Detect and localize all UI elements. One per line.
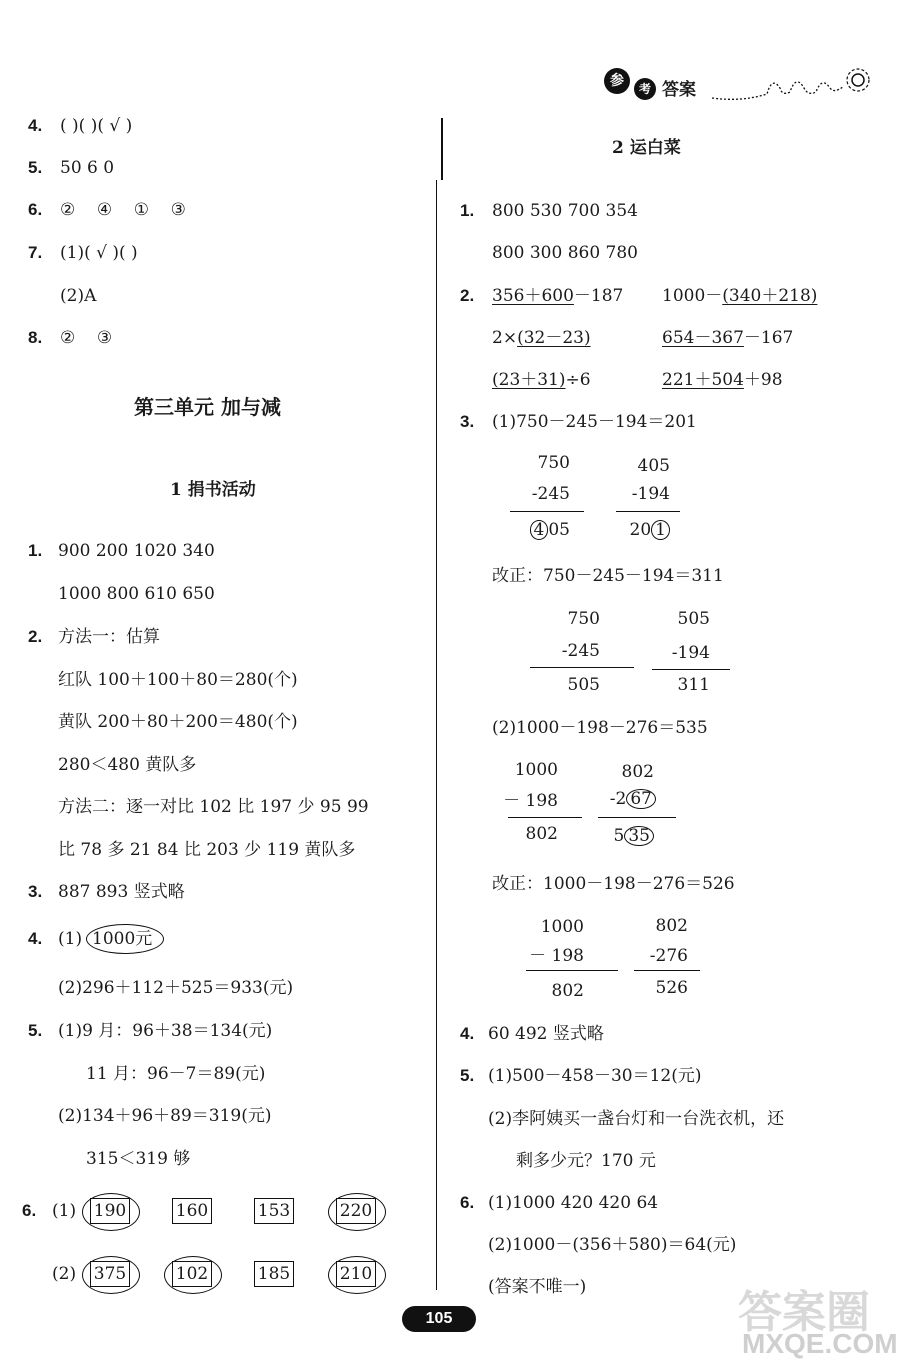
expr-rest: ＋98	[743, 370, 783, 390]
r6-line: (1)1000 420 420 64	[488, 1193, 659, 1213]
calc-result: 5 35	[596, 826, 654, 846]
expr-rest: －167	[743, 328, 794, 348]
l1-row2: 1000 800 610 650	[58, 584, 215, 604]
calc-result: 505	[567, 675, 600, 695]
error-circle: 67	[626, 789, 656, 809]
badge-kao: 考	[634, 78, 656, 100]
l1-number: 1.	[28, 541, 43, 560]
q6-item: ①	[133, 200, 149, 220]
l4-number: 4.	[28, 929, 43, 948]
l3-answer: 887 893 竖式略	[58, 882, 185, 902]
calc-top: 802	[621, 762, 654, 782]
l2-number: 2.	[28, 627, 43, 646]
q8-answer	[60, 328, 112, 348]
r1-row1: 800 530 700 354	[492, 201, 639, 221]
l2-line: 方法二：逐一对比 102 比 197 少 95 99	[58, 797, 369, 817]
calc-sub: -245	[561, 641, 600, 661]
l2-line: 黄队 200＋80＋200＝480(个)	[58, 712, 298, 732]
watermark-url: MXQE.COM	[742, 1328, 898, 1359]
calc-result: 802	[551, 981, 584, 1001]
answer-box: 210	[336, 1261, 376, 1287]
q7-answer-2: (2)A	[60, 286, 97, 306]
answer-box: 375	[90, 1261, 130, 1287]
r4-answer: 60 492 竖式略	[488, 1024, 604, 1044]
page-number: 105	[402, 1306, 476, 1332]
l3-number: 3.	[28, 882, 43, 901]
l6-prefix-2: (2)	[52, 1264, 77, 1284]
answer-box: 185	[254, 1261, 294, 1287]
calc-top: 750	[537, 453, 570, 473]
l4-prefix: (1)	[58, 929, 83, 949]
lesson-1-title: 1 捐书活动	[170, 480, 256, 500]
l2-line: 红队 100＋100＋80＝280(个)	[58, 670, 298, 690]
r5-line: (2)李阿姨买一盏台灯和一台洗衣机，还	[488, 1109, 785, 1129]
calc-result: 802	[525, 824, 558, 844]
r6-line: (答案不唯一)	[488, 1277, 587, 1297]
underlined-part: 221＋504	[662, 370, 744, 390]
calc-result: 4 05	[520, 520, 570, 540]
calc-top: 802	[655, 916, 688, 936]
underlined-part: (23＋31)	[492, 370, 566, 390]
underlined-part: (340＋218)	[722, 286, 818, 306]
l1-row1: 900 200 1020 340	[58, 541, 215, 561]
r2-expr-f	[662, 370, 783, 390]
q5-answer: 50 6 0	[60, 158, 115, 178]
error-circle: 35	[624, 826, 654, 846]
underlined-part: 654－367	[662, 328, 744, 348]
expr-rest: －187	[573, 286, 624, 306]
calc-result: 20 1	[620, 520, 670, 540]
calc-result: 311	[677, 675, 710, 695]
l2-line: 比 78 多 21 84 比 203 少 119 黄队多	[58, 840, 356, 860]
answer-header	[604, 66, 870, 110]
q8-number: 8.	[28, 328, 43, 347]
l5-line: (1)9 月：96＋38＝134(元)	[58, 1021, 273, 1041]
answer-box: 153	[254, 1198, 294, 1224]
calc-line	[652, 669, 730, 670]
r3-eq1: (1)750－245－194＝201	[492, 412, 697, 432]
r3-eq2: (2)1000－198－276＝535	[492, 718, 708, 738]
calc-top: 1000	[540, 917, 584, 937]
q7-answer-1: (1)( √ )( )	[60, 243, 138, 263]
l2-line: 280＜480 黄队多	[58, 755, 197, 775]
calc-line	[508, 817, 582, 818]
calc-line	[526, 970, 618, 971]
l4-line2: (2)296＋112＋525＝933(元)	[58, 978, 294, 998]
watermark-logo: 答案圈	[738, 1288, 870, 1337]
answer-box: 102	[172, 1261, 212, 1287]
r2-number: 2.	[460, 286, 475, 305]
calc-sub: -194	[671, 643, 710, 663]
calc-sub: -2 67	[596, 789, 656, 809]
q4-answer: ( )( )( √ )	[60, 116, 133, 136]
calc-sub: -245	[531, 484, 570, 504]
r3-number: 3.	[460, 412, 475, 431]
q6-number: 6.	[28, 200, 43, 219]
expr-rest: ÷6	[565, 370, 591, 390]
l5-line: 11 月：96－7＝89(元)	[86, 1064, 266, 1084]
calc-top: 750	[567, 609, 600, 629]
q6-item: ④	[96, 200, 113, 220]
l5-number: 5.	[28, 1021, 43, 1040]
r1-number: 1.	[460, 201, 475, 220]
calc-top: 405	[637, 456, 670, 476]
calc-line	[634, 970, 700, 971]
calc-sub: － 198	[529, 946, 584, 966]
r6-line: (2)1000－(356＋580)＝64(元)	[488, 1235, 737, 1255]
column-divider-top	[441, 118, 443, 180]
l4-circled-value: 1000元	[92, 929, 153, 949]
underlined-part: (32－23)	[517, 328, 591, 348]
r5-line: 剩多少元？170 元	[516, 1151, 656, 1171]
q8-item: ②	[60, 328, 76, 348]
calc-line	[510, 511, 584, 512]
flourish-icon	[712, 66, 872, 110]
calc-result: 526	[655, 978, 688, 998]
r4-number: 4.	[460, 1024, 475, 1043]
r5-number: 5.	[460, 1066, 475, 1085]
error-circle: 1	[651, 520, 670, 540]
unit-title: 第三单元 加与减	[134, 395, 281, 419]
r3-fix2: 改正：1000－198－276＝526	[492, 874, 735, 894]
r6-number: 6.	[460, 1193, 475, 1212]
expr-pre: 2×	[492, 328, 518, 348]
calc-sub: -194	[631, 484, 670, 504]
r5-line: (1)500－458－30＝12(元)	[488, 1066, 702, 1086]
q6-answer	[60, 200, 186, 220]
error-circle: 4	[530, 520, 549, 540]
underlined-part: 356＋600	[492, 286, 574, 306]
answer-box: 190	[90, 1198, 130, 1224]
q6-item: ②	[60, 200, 76, 220]
calc-line	[616, 511, 680, 512]
r2-expr-b	[662, 286, 817, 306]
q5-number: 5.	[28, 158, 43, 177]
r2-expr-d	[662, 328, 793, 348]
header-label: 答案	[662, 80, 696, 100]
lesson-2-title: 2 运白菜	[612, 138, 681, 158]
calc-line	[598, 817, 676, 818]
q7-number: 7.	[28, 243, 43, 262]
calc-sub: － 198	[503, 791, 558, 811]
calc-line	[530, 667, 634, 668]
calc-top: 1000	[514, 760, 558, 780]
r2-expr-a	[492, 286, 623, 306]
l5-line: (2)134＋96＋89＝319(元)	[58, 1106, 272, 1126]
answer-box: 160	[172, 1198, 212, 1224]
q6-item: ③	[170, 200, 186, 220]
l2-line: 方法一：估算	[58, 627, 160, 647]
calc-top: 505	[677, 609, 710, 629]
calc-sub: -276	[649, 946, 688, 966]
l6-prefix-1: (1)	[52, 1201, 77, 1221]
badge-can: 参	[604, 68, 630, 94]
expr-pre: 1000－	[662, 286, 723, 306]
q4-number: 4.	[28, 116, 43, 135]
r1-row2: 800 300 860 780	[492, 243, 639, 263]
r2-expr-c	[492, 328, 591, 348]
r2-expr-e	[492, 370, 591, 390]
answer-box: 220	[336, 1198, 376, 1224]
l5-line: 315＜319 够	[86, 1149, 191, 1169]
column-divider	[436, 180, 437, 1290]
q8-item: ③	[96, 328, 113, 348]
l6-number: 6.	[22, 1201, 37, 1220]
r3-fix1: 改正：750－245－194＝311	[492, 566, 724, 586]
